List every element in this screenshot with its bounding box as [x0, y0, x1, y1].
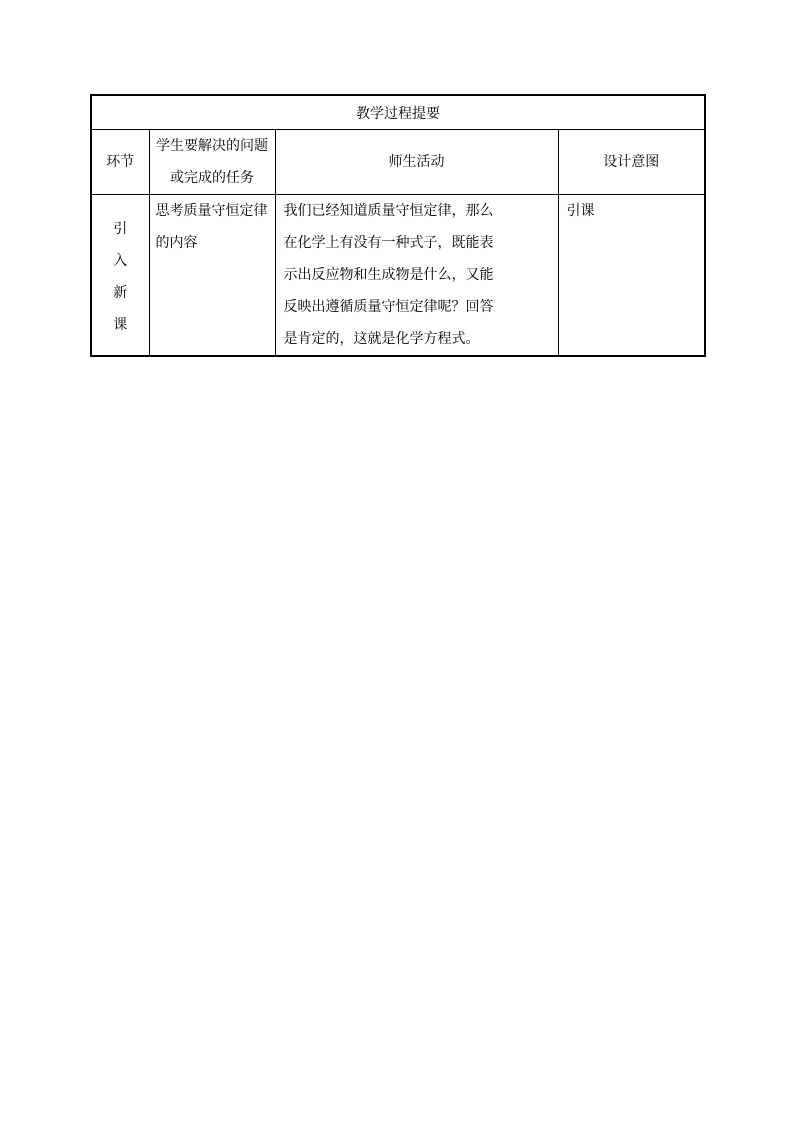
task-cell: [149, 195, 275, 357]
stage-cell: [91, 195, 149, 357]
table-header-row: [91, 130, 705, 195]
stage-char: 课: [113, 317, 128, 333]
activity-cell: [275, 195, 558, 357]
table-title-row: [91, 95, 705, 130]
intent-text: 引课: [566, 203, 595, 219]
table-title: 教学过程提要: [91, 95, 705, 130]
stage-char: 新: [113, 285, 128, 301]
stage-char: 引: [113, 221, 128, 237]
stage-label: [92, 195, 149, 341]
activity-text: 我们已经知道质量守恒定律，那么在化学上有没有一种式子，既能表示出反应物和生成物是什么，又能反映出遵循质量守恒定律呢？回答是肯定的，这就是化学方程式。: [283, 203, 494, 347]
header-intent: 设计意图: [558, 130, 705, 195]
intent-cell: [558, 195, 705, 357]
header-activity: 师生活动: [275, 130, 558, 195]
table-row: [91, 195, 705, 357]
header-task: 学生要解决的问题或完成的任务: [149, 130, 275, 195]
header-stage: 环节: [91, 130, 149, 195]
task-text: 思考质量守恒定律的内容: [155, 203, 268, 251]
teaching-process-table: [90, 94, 706, 357]
stage-char: 入: [113, 253, 128, 269]
